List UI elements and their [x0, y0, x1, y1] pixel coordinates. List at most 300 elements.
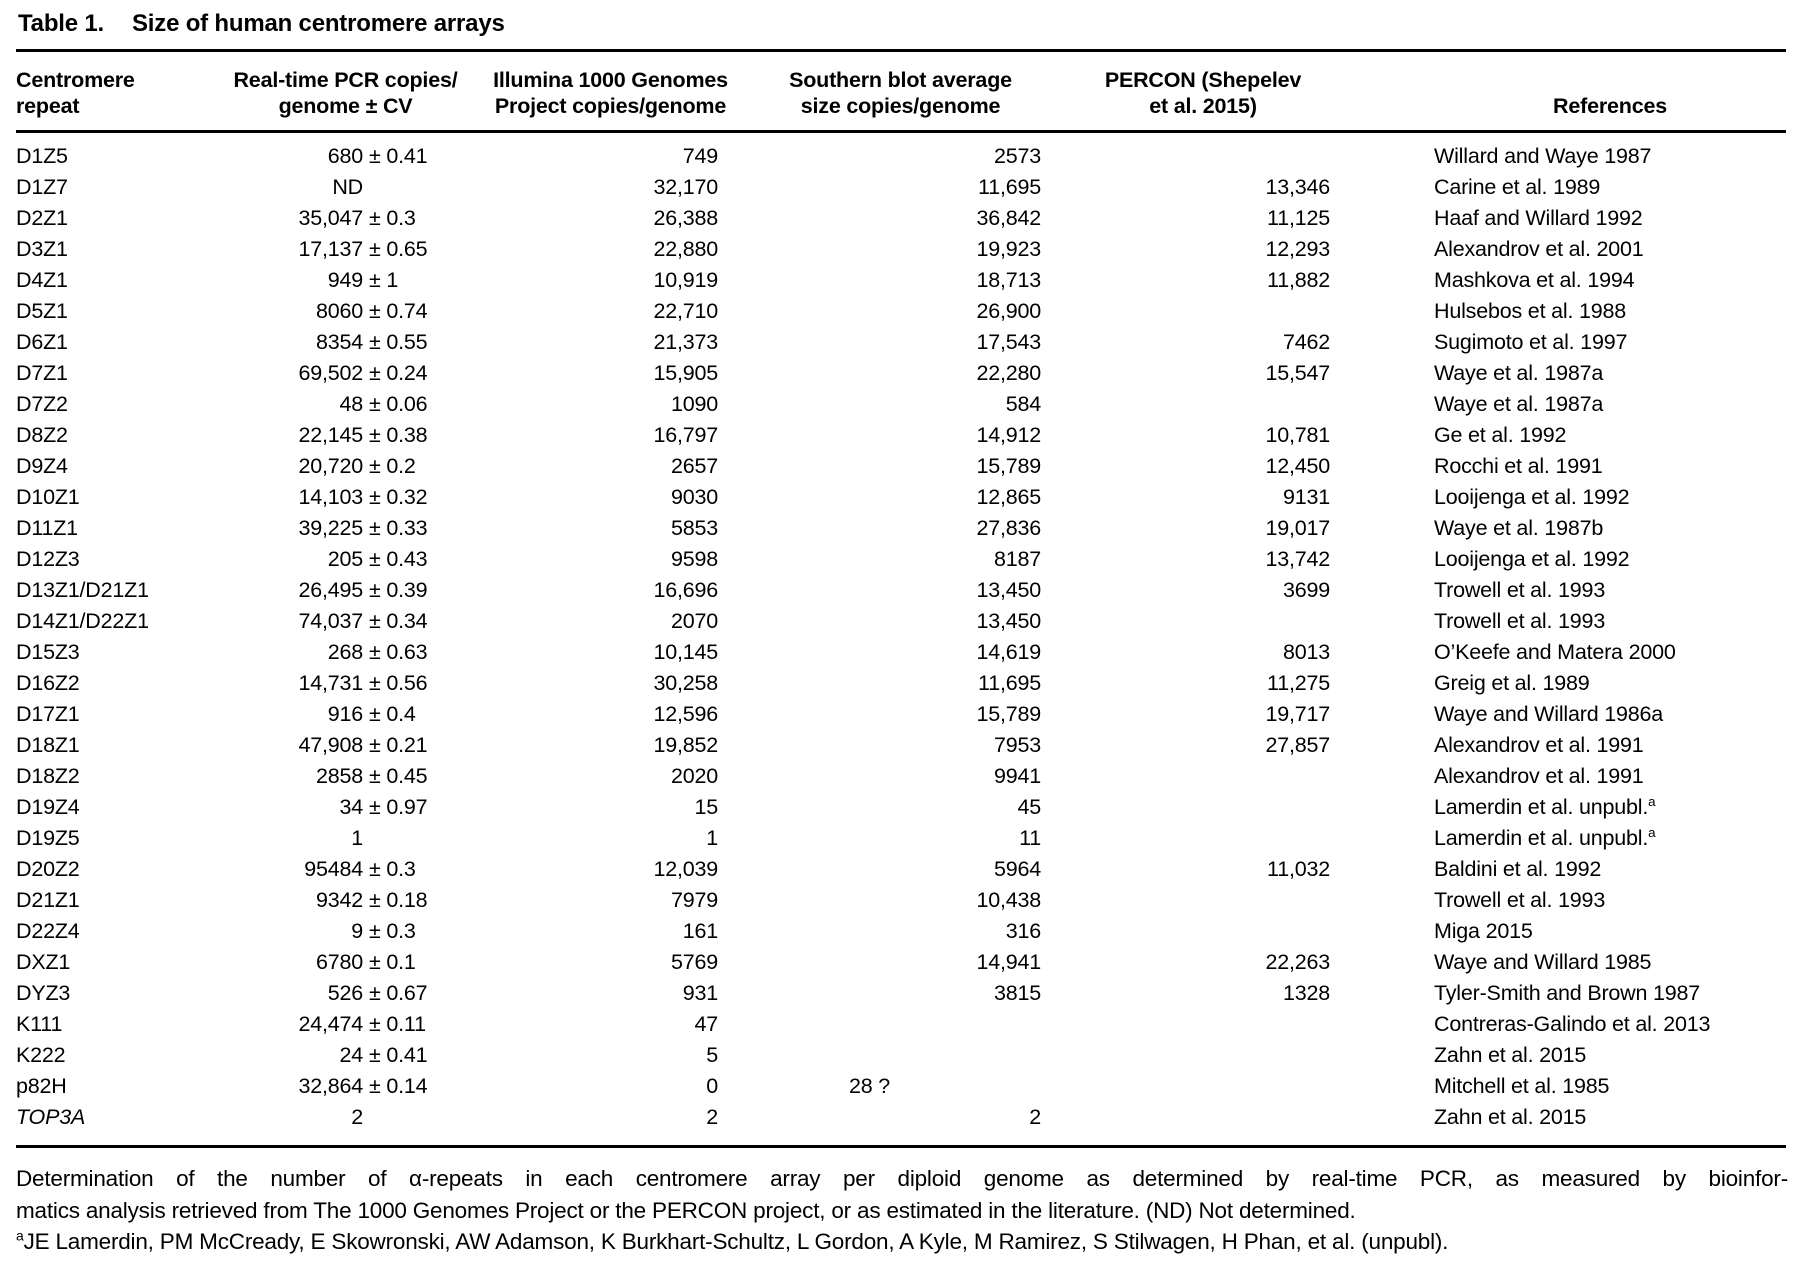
- cell-percon: [1058, 296, 1348, 327]
- cell-realtime-pcr: [213, 792, 478, 823]
- pcr-value: 949: [327, 268, 363, 292]
- cell-reference: Baldini et al. 1992: [1434, 857, 1602, 881]
- cell-realtime-pcr: [213, 420, 478, 451]
- cell-realtime-pcr: [213, 885, 478, 916]
- table-row: [16, 234, 1786, 265]
- pcr-cv: ± 0.24: [369, 361, 428, 385]
- table-row: [16, 606, 1786, 637]
- pcr-value: 47,908: [298, 733, 363, 757]
- cell-realtime-pcr: [213, 544, 478, 575]
- cell-centromere-repeat: D20Z2: [16, 857, 80, 881]
- cell-southern-blot: 584: [1005, 392, 1041, 416]
- cell-centromere-repeat: D8Z2: [16, 423, 68, 447]
- table-row: [16, 575, 1786, 606]
- cell-centromere-repeat: D15Z3: [16, 640, 80, 664]
- cell-reference: Carine et al. 1989: [1434, 175, 1601, 199]
- table-title: [16, 8, 1786, 49]
- cell-percon: 7462: [1282, 330, 1330, 354]
- cell-illumina-copies: 47: [694, 1012, 718, 1036]
- cell-percon: 12,293: [1265, 237, 1330, 261]
- cell-percon: [1058, 1009, 1348, 1040]
- cell-realtime-pcr: [213, 358, 478, 389]
- cell-southern-blot: 11,695: [978, 671, 1041, 695]
- cell-illumina-copies: 1090: [670, 392, 718, 416]
- cell-percon: 12,450: [1265, 454, 1330, 478]
- cell-illumina-copies: 21,373: [653, 330, 718, 354]
- column-header-percon: PERCON (Shepelev et al. 2015): [1104, 68, 1302, 118]
- cell-illumina-copies: 7979: [670, 888, 718, 912]
- pcr-cv: ± 0.97: [369, 795, 428, 819]
- cell-realtime-pcr: [213, 1040, 478, 1071]
- pcr-value: 39,225: [298, 516, 363, 540]
- cell-illumina-copies: 15: [694, 795, 718, 819]
- table-body: [16, 132, 1786, 1147]
- cell-southern-blot: 11: [1019, 826, 1041, 850]
- pcr-value: 8060: [315, 299, 363, 323]
- cell-reference: Zahn et al. 2015: [1434, 1105, 1587, 1129]
- pcr-value: 22,145: [298, 423, 363, 447]
- table-row: [16, 513, 1786, 544]
- cell-reference: Trowell et al. 1993: [1434, 609, 1606, 633]
- cell-realtime-pcr: [213, 1071, 478, 1102]
- table-caption: Size of human centromere arrays: [132, 10, 505, 37]
- pcr-cv: ± 0.11: [369, 1012, 426, 1036]
- cell-centromere-repeat: DXZ1: [16, 950, 71, 974]
- pcr-cv: ± 0.06: [369, 392, 428, 416]
- pcr-cv: ± 0.32: [369, 485, 428, 509]
- cell-illumina-copies: 5853: [670, 516, 718, 540]
- cell-reference: Miga 2015: [1434, 919, 1533, 943]
- table-row: [16, 1102, 1786, 1147]
- cell-centromere-repeat: D1Z5: [16, 144, 68, 168]
- cell-realtime-pcr: [213, 730, 478, 761]
- cell-southern-blot: 36,842: [976, 206, 1041, 230]
- pcr-value: 268: [327, 640, 363, 664]
- cell-reference: Looijenga et al. 1992: [1434, 547, 1630, 571]
- cell-reference: Lamerdin et al. unpubl.$^a$: [1434, 793, 1656, 819]
- cell-reference: Mashkova et al. 1994: [1434, 268, 1635, 292]
- cell-southern-blot: 9941: [993, 764, 1041, 788]
- cell-reference: Waye et al. 1987a: [1434, 361, 1604, 385]
- cell-percon: [1058, 606, 1348, 637]
- cell-reference: Rocchi et al. 1991: [1434, 454, 1603, 478]
- cell-percon: [1058, 823, 1348, 854]
- cell-percon: 11,032: [1267, 857, 1330, 881]
- footnote-a-marker: a: [16, 1227, 24, 1244]
- cell-realtime-pcr: [213, 513, 478, 544]
- table-row: [16, 730, 1786, 761]
- pcr-cv: ± 0.2: [369, 454, 416, 478]
- cell-southern-blot: 28 ?: [849, 1074, 891, 1098]
- cell-percon: [1058, 1102, 1348, 1147]
- table-row: [16, 544, 1786, 575]
- cell-southern-blot: 14,912: [976, 423, 1041, 447]
- cell-percon: 11,275: [1267, 671, 1330, 695]
- cell-realtime-pcr: [213, 978, 478, 1009]
- column-header-southern-blot: Southern blot average size copies/genome: [789, 68, 1012, 118]
- cell-centromere-repeat: D18Z1: [16, 733, 80, 757]
- cell-illumina-copies: 16,696: [653, 578, 718, 602]
- pcr-value: 2: [351, 1105, 363, 1129]
- cell-realtime-pcr: [213, 234, 478, 265]
- pcr-cv: ± 0.4: [369, 702, 416, 726]
- cell-centromere-repeat: p82H: [16, 1074, 67, 1098]
- cell-illumina-copies: 5: [706, 1043, 718, 1067]
- cell-southern-blot: 17,543: [976, 330, 1041, 354]
- pcr-value: 17,137: [298, 237, 363, 261]
- cell-centromere-repeat: D4Z1: [16, 268, 68, 292]
- pcr-cv: ± 0.21: [369, 733, 428, 757]
- pcr-value: 24: [339, 1043, 363, 1067]
- cell-centromere-repeat: D2Z1: [16, 206, 68, 230]
- cell-percon: 8013: [1282, 640, 1330, 664]
- cell-reference: Waye et al. 1987b: [1434, 516, 1604, 540]
- cell-illumina-copies: 12,596: [653, 702, 718, 726]
- table-row: [16, 265, 1786, 296]
- cell-percon: 13,742: [1265, 547, 1330, 571]
- cell-centromere-repeat: D7Z1: [16, 361, 68, 385]
- cell-reference: Willard and Waye 1987: [1434, 144, 1652, 168]
- cell-centromere-repeat: D14Z1/D22Z1: [16, 609, 149, 633]
- cell-centromere-repeat: D22Z4: [16, 919, 80, 943]
- cell-illumina-copies: 12,039: [653, 857, 718, 881]
- table-row: [16, 358, 1786, 389]
- table-row: [16, 296, 1786, 327]
- reference-footnote-marker: a: [1648, 824, 1656, 840]
- pcr-value: 34: [339, 795, 363, 819]
- pcr-cv: ± 0.3: [369, 857, 416, 881]
- table-row: [16, 916, 1786, 947]
- pcr-cv: ± 0.34: [369, 609, 428, 633]
- table-row: [16, 978, 1786, 1009]
- cell-percon: [1058, 885, 1348, 916]
- pcr-value: 6780: [315, 950, 363, 974]
- cell-illumina-copies: 22,710: [653, 299, 718, 323]
- pcr-cv: ± 0.18: [369, 888, 428, 912]
- cell-illumina-copies: 161: [682, 919, 718, 943]
- cell-percon: 11,125: [1267, 206, 1330, 230]
- cell-reference: Alexandrov et al. 2001: [1434, 237, 1644, 261]
- cell-illumina-copies: 9030: [670, 485, 718, 509]
- cell-reference: Mitchell et al. 1985: [1434, 1074, 1610, 1098]
- cell-southern-blot: 27,836: [976, 516, 1041, 540]
- pcr-value: 2858: [315, 764, 363, 788]
- column-header-realtime-pcr: Real-time PCR copies/ genome ± CV: [233, 68, 458, 118]
- pcr-cv: ± 0.3: [369, 919, 416, 943]
- table-row: [16, 947, 1786, 978]
- pcr-cv: ± 0.39: [369, 578, 428, 602]
- cell-illumina-copies: 19,852: [653, 733, 718, 757]
- cell-realtime-pcr: [213, 823, 478, 854]
- footnote-line-1: Determination of the number of α-repeats in each centromere array per diploid genome as determined by real-time PCR, as measured by bioinfor-: [16, 1166, 1788, 1191]
- table-row: [16, 854, 1786, 885]
- cell-reference: Sugimoto et al. 1997: [1434, 330, 1628, 354]
- cell-southern-blot: 15,789: [976, 454, 1041, 478]
- cell-illumina-copies: 749: [682, 144, 718, 168]
- cell-centromere-repeat: D5Z1: [16, 299, 68, 323]
- cell-realtime-pcr: [213, 637, 478, 668]
- cell-reference: Alexandrov et al. 1991: [1434, 764, 1644, 788]
- cell-southern-blot: 22,280: [976, 361, 1041, 385]
- cell-reference: Ge et al. 1992: [1434, 423, 1567, 447]
- pcr-cv: ± 0.33: [369, 516, 428, 540]
- table-row: [16, 389, 1786, 420]
- pcr-value: ND: [332, 175, 363, 199]
- table-row: [16, 482, 1786, 513]
- cell-southern-blot: 26,900: [976, 299, 1041, 323]
- cell-percon: [1058, 1040, 1348, 1071]
- centromere-array-table: [16, 52, 1786, 1148]
- column-header-centromere-repeat: Centromere repeat: [16, 68, 135, 118]
- cell-illumina-copies: 2: [706, 1105, 718, 1129]
- cell-percon: 27,857: [1265, 733, 1330, 757]
- cell-illumina-copies: 32,170: [653, 175, 718, 199]
- cell-illumina-copies: 26,388: [653, 206, 718, 230]
- cell-percon: [1058, 389, 1348, 420]
- pcr-value: 20,720: [298, 454, 363, 478]
- cell-realtime-pcr: [213, 1102, 478, 1147]
- cell-realtime-pcr: [213, 947, 478, 978]
- cell-southern-blot: 2: [1029, 1105, 1041, 1129]
- table-row: [16, 451, 1786, 482]
- cell-reference: Greig et al. 1989: [1434, 671, 1590, 695]
- table-row: [16, 699, 1786, 730]
- pcr-cv: ± 0.43: [369, 547, 428, 571]
- cell-reference: Zahn et al. 2015: [1434, 1043, 1587, 1067]
- cell-southern-blot: [743, 1009, 1058, 1040]
- cell-southern-blot: 316: [1005, 919, 1041, 943]
- cell-southern-blot: [743, 1040, 1058, 1071]
- cell-percon: [1058, 916, 1348, 947]
- cell-centromere-repeat: D10Z1: [16, 485, 80, 509]
- cell-percon: [1058, 132, 1348, 173]
- pcr-value: 526: [327, 981, 363, 1005]
- cell-southern-blot: 19,923: [976, 237, 1041, 261]
- cell-southern-blot: 14,941: [976, 950, 1041, 974]
- cell-centromere-repeat: D17Z1: [16, 702, 80, 726]
- cell-reference: Waye et al. 1987a: [1434, 392, 1604, 416]
- pcr-value: 9342: [315, 888, 363, 912]
- cell-percon: [1058, 761, 1348, 792]
- cell-percon: 9131: [1282, 485, 1330, 509]
- pcr-value: 24,474: [298, 1012, 363, 1036]
- pcr-cv: ± 0.3: [369, 206, 416, 230]
- cell-centromere-repeat: D21Z1: [16, 888, 80, 912]
- cell-illumina-copies: 10,145: [653, 640, 718, 664]
- cell-centromere-repeat: D1Z7: [16, 175, 68, 199]
- cell-illumina-copies: 1: [706, 826, 718, 850]
- cell-reference: Trowell et al. 1993: [1434, 578, 1606, 602]
- cell-percon: 11,882: [1267, 268, 1330, 292]
- table-row: [16, 172, 1786, 203]
- pcr-value: 9: [351, 919, 363, 943]
- reference-footnote-marker: a: [1648, 793, 1656, 809]
- cell-realtime-pcr: [213, 327, 478, 358]
- pcr-value: 35,047: [298, 206, 363, 230]
- cell-percon: 10,781: [1265, 423, 1330, 447]
- table-row: [16, 792, 1786, 823]
- cell-illumina-copies: 0: [706, 1074, 718, 1098]
- cell-realtime-pcr: [213, 296, 478, 327]
- cell-illumina-copies: 2070: [670, 609, 718, 633]
- pcr-value: 48: [339, 392, 363, 416]
- column-header-references: References: [1553, 94, 1667, 118]
- cell-reference: Trowell et al. 1993: [1434, 888, 1606, 912]
- table-row: [16, 203, 1786, 234]
- pcr-value: 32,864: [298, 1074, 363, 1098]
- cell-illumina-copies: 5769: [670, 950, 718, 974]
- footnote-a: [16, 1226, 1788, 1258]
- pcr-value: 69,502: [298, 361, 363, 385]
- pcr-value: 26,495: [298, 578, 363, 602]
- pcr-cv: ± 0.67: [369, 981, 428, 1005]
- table-row: [16, 1071, 1786, 1102]
- table-number-label: Table 1.: [18, 10, 104, 37]
- cell-realtime-pcr: [213, 668, 478, 699]
- cell-centromere-repeat: K111: [16, 1012, 63, 1036]
- cell-southern-blot: 13,450: [976, 578, 1041, 602]
- cell-reference: Waye and Willard 1986a: [1434, 702, 1664, 726]
- cell-realtime-pcr: [213, 172, 478, 203]
- cell-reference: Alexandrov et al. 1991: [1434, 733, 1644, 757]
- cell-southern-blot: 13,450: [976, 609, 1041, 633]
- cell-realtime-pcr: [213, 203, 478, 234]
- pcr-value: 680: [327, 144, 363, 168]
- cell-centromere-repeat: K222: [16, 1043, 66, 1067]
- cell-percon: 19,717: [1265, 702, 1330, 726]
- cell-centromere-repeat: D18Z2: [16, 764, 80, 788]
- pcr-cv: ± 0.74: [369, 299, 428, 323]
- cell-realtime-pcr: [213, 132, 478, 173]
- pcr-cv: ± 0.63: [369, 640, 428, 664]
- cell-realtime-pcr: [213, 389, 478, 420]
- pcr-cv: ± 0.14: [369, 1074, 428, 1098]
- table-row: [16, 132, 1786, 173]
- cell-illumina-copies: 2657: [670, 454, 718, 478]
- cell-reference: Hulsebos et al. 1988: [1434, 299, 1627, 323]
- cell-southern-blot: 3815: [993, 981, 1041, 1005]
- cell-reference: Contreras-Galindo et al. 2013: [1434, 1012, 1711, 1036]
- cell-percon: 1328: [1282, 981, 1330, 1005]
- pcr-cv: ± 1: [369, 268, 399, 292]
- pcr-value: 205: [327, 547, 363, 571]
- cell-southern-blot: 45: [1017, 795, 1041, 819]
- table-row: [16, 1040, 1786, 1071]
- cell-illumina-copies: 2020: [670, 764, 718, 788]
- cell-illumina-copies: 15,905: [653, 361, 718, 385]
- pcr-cv: ± 0.41: [369, 1043, 428, 1067]
- cell-realtime-pcr: [213, 1009, 478, 1040]
- cell-reference: Waye and Willard 1985: [1434, 950, 1652, 974]
- cell-southern-blot: 8187: [993, 547, 1041, 571]
- cell-realtime-pcr: [213, 699, 478, 730]
- cell-centromere-repeat: D3Z1: [16, 237, 68, 261]
- cell-percon: 3699: [1282, 578, 1330, 602]
- table-header: [16, 52, 1786, 132]
- cell-illumina-copies: 16,797: [653, 423, 718, 447]
- pcr-value: 14,103: [298, 485, 363, 509]
- cell-reference: Lamerdin et al. unpubl.$^a$: [1434, 824, 1656, 850]
- cell-percon: 19,017: [1265, 516, 1330, 540]
- cell-illumina-copies: 22,880: [653, 237, 718, 261]
- pcr-cv: ± 0.55: [369, 330, 428, 354]
- cell-realtime-pcr: [213, 575, 478, 606]
- cell-illumina-copies: 10,919: [653, 268, 718, 292]
- footnote-a-text: JE Lamerdin, PM McCready, E Skowronski, AW Adamson, K Burkhart-Schultz, L Gordon, A Kyle, M Ramirez, S Stilwagen, H Phan, et al. (unpubl).: [23, 1229, 1449, 1254]
- cell-realtime-pcr: [213, 854, 478, 885]
- table-row: [16, 668, 1786, 699]
- footnote-line-2: matics analysis retrieved from The 1000 Genomes Project or the PERCON project, or as estimated in the literature. (ND) Not determined.: [16, 1197, 1356, 1223]
- cell-centromere-repeat: D19Z5: [16, 826, 80, 850]
- cell-centromere-repeat: D16Z2: [16, 671, 80, 695]
- cell-southern-blot: 12,865: [976, 485, 1041, 509]
- cell-centromere-repeat: D19Z4: [16, 795, 80, 819]
- cell-centromere-repeat: TOP3A: [16, 1105, 86, 1129]
- cell-percon: 15,547: [1265, 361, 1330, 385]
- cell-reference: Looijenga et al. 1992: [1434, 485, 1630, 509]
- cell-southern-blot: 5964: [993, 857, 1041, 881]
- cell-illumina-copies: 9598: [670, 547, 718, 571]
- cell-southern-blot: 10,438: [976, 888, 1041, 912]
- cell-centromere-repeat: D13Z1/D21Z1: [16, 578, 149, 602]
- column-header-illumina-1000-genomes: Illumina 1000 Genomes Project copies/genome: [493, 68, 728, 118]
- cell-percon: [1058, 792, 1348, 823]
- pcr-value: 95484: [304, 857, 363, 881]
- cell-reference: Tyler-Smith and Brown 1987: [1434, 981, 1701, 1005]
- cell-southern-blot: 11,695: [978, 175, 1041, 199]
- table-row: [16, 1009, 1786, 1040]
- cell-percon: [1058, 1071, 1348, 1102]
- pcr-value: 1: [351, 826, 363, 850]
- pcr-cv: ± 0.65: [369, 237, 428, 261]
- cell-southern-blot: 14,619: [976, 640, 1041, 664]
- table-row: [16, 761, 1786, 792]
- cell-centromere-repeat: D12Z3: [16, 547, 80, 571]
- pcr-value: 8354: [315, 330, 363, 354]
- cell-realtime-pcr: [213, 451, 478, 482]
- cell-realtime-pcr: [213, 606, 478, 637]
- cell-centromere-repeat: D7Z2: [16, 392, 68, 416]
- cell-southern-blot: 2573: [993, 144, 1041, 168]
- cell-percon: 22,263: [1265, 950, 1330, 974]
- cell-centromere-repeat: DYZ3: [16, 981, 71, 1005]
- cell-percon: 13,346: [1265, 175, 1330, 199]
- table-footnotes: [16, 1148, 1788, 1258]
- cell-illumina-copies: 30,258: [653, 671, 718, 695]
- cell-reference: O’Keefe and Matera 2000: [1434, 640, 1676, 664]
- cell-realtime-pcr: [213, 482, 478, 513]
- cell-illumina-copies: 931: [682, 981, 718, 1005]
- cell-centromere-repeat: D11Z1: [16, 516, 78, 540]
- table-row: [16, 823, 1786, 854]
- pcr-value: 74,037: [298, 609, 363, 633]
- table-row: [16, 327, 1786, 358]
- pcr-cv: ± 0.45: [369, 764, 428, 788]
- cell-realtime-pcr: [213, 916, 478, 947]
- cell-southern-blot: 15,789: [976, 702, 1041, 726]
- cell-realtime-pcr: [213, 761, 478, 792]
- table-row: [16, 420, 1786, 451]
- pcr-value: 14,731: [298, 671, 363, 695]
- cell-southern-blot: 7953: [993, 733, 1041, 757]
- cell-southern-blot: 18,713: [976, 268, 1041, 292]
- table-row: [16, 885, 1786, 916]
- pcr-value: 916: [327, 702, 363, 726]
- cell-reference: Haaf and Willard 1992: [1434, 206, 1643, 230]
- table-row: [16, 637, 1786, 668]
- pcr-cv: ± 0.41: [369, 144, 428, 168]
- cell-centromere-repeat: D6Z1: [16, 330, 68, 354]
